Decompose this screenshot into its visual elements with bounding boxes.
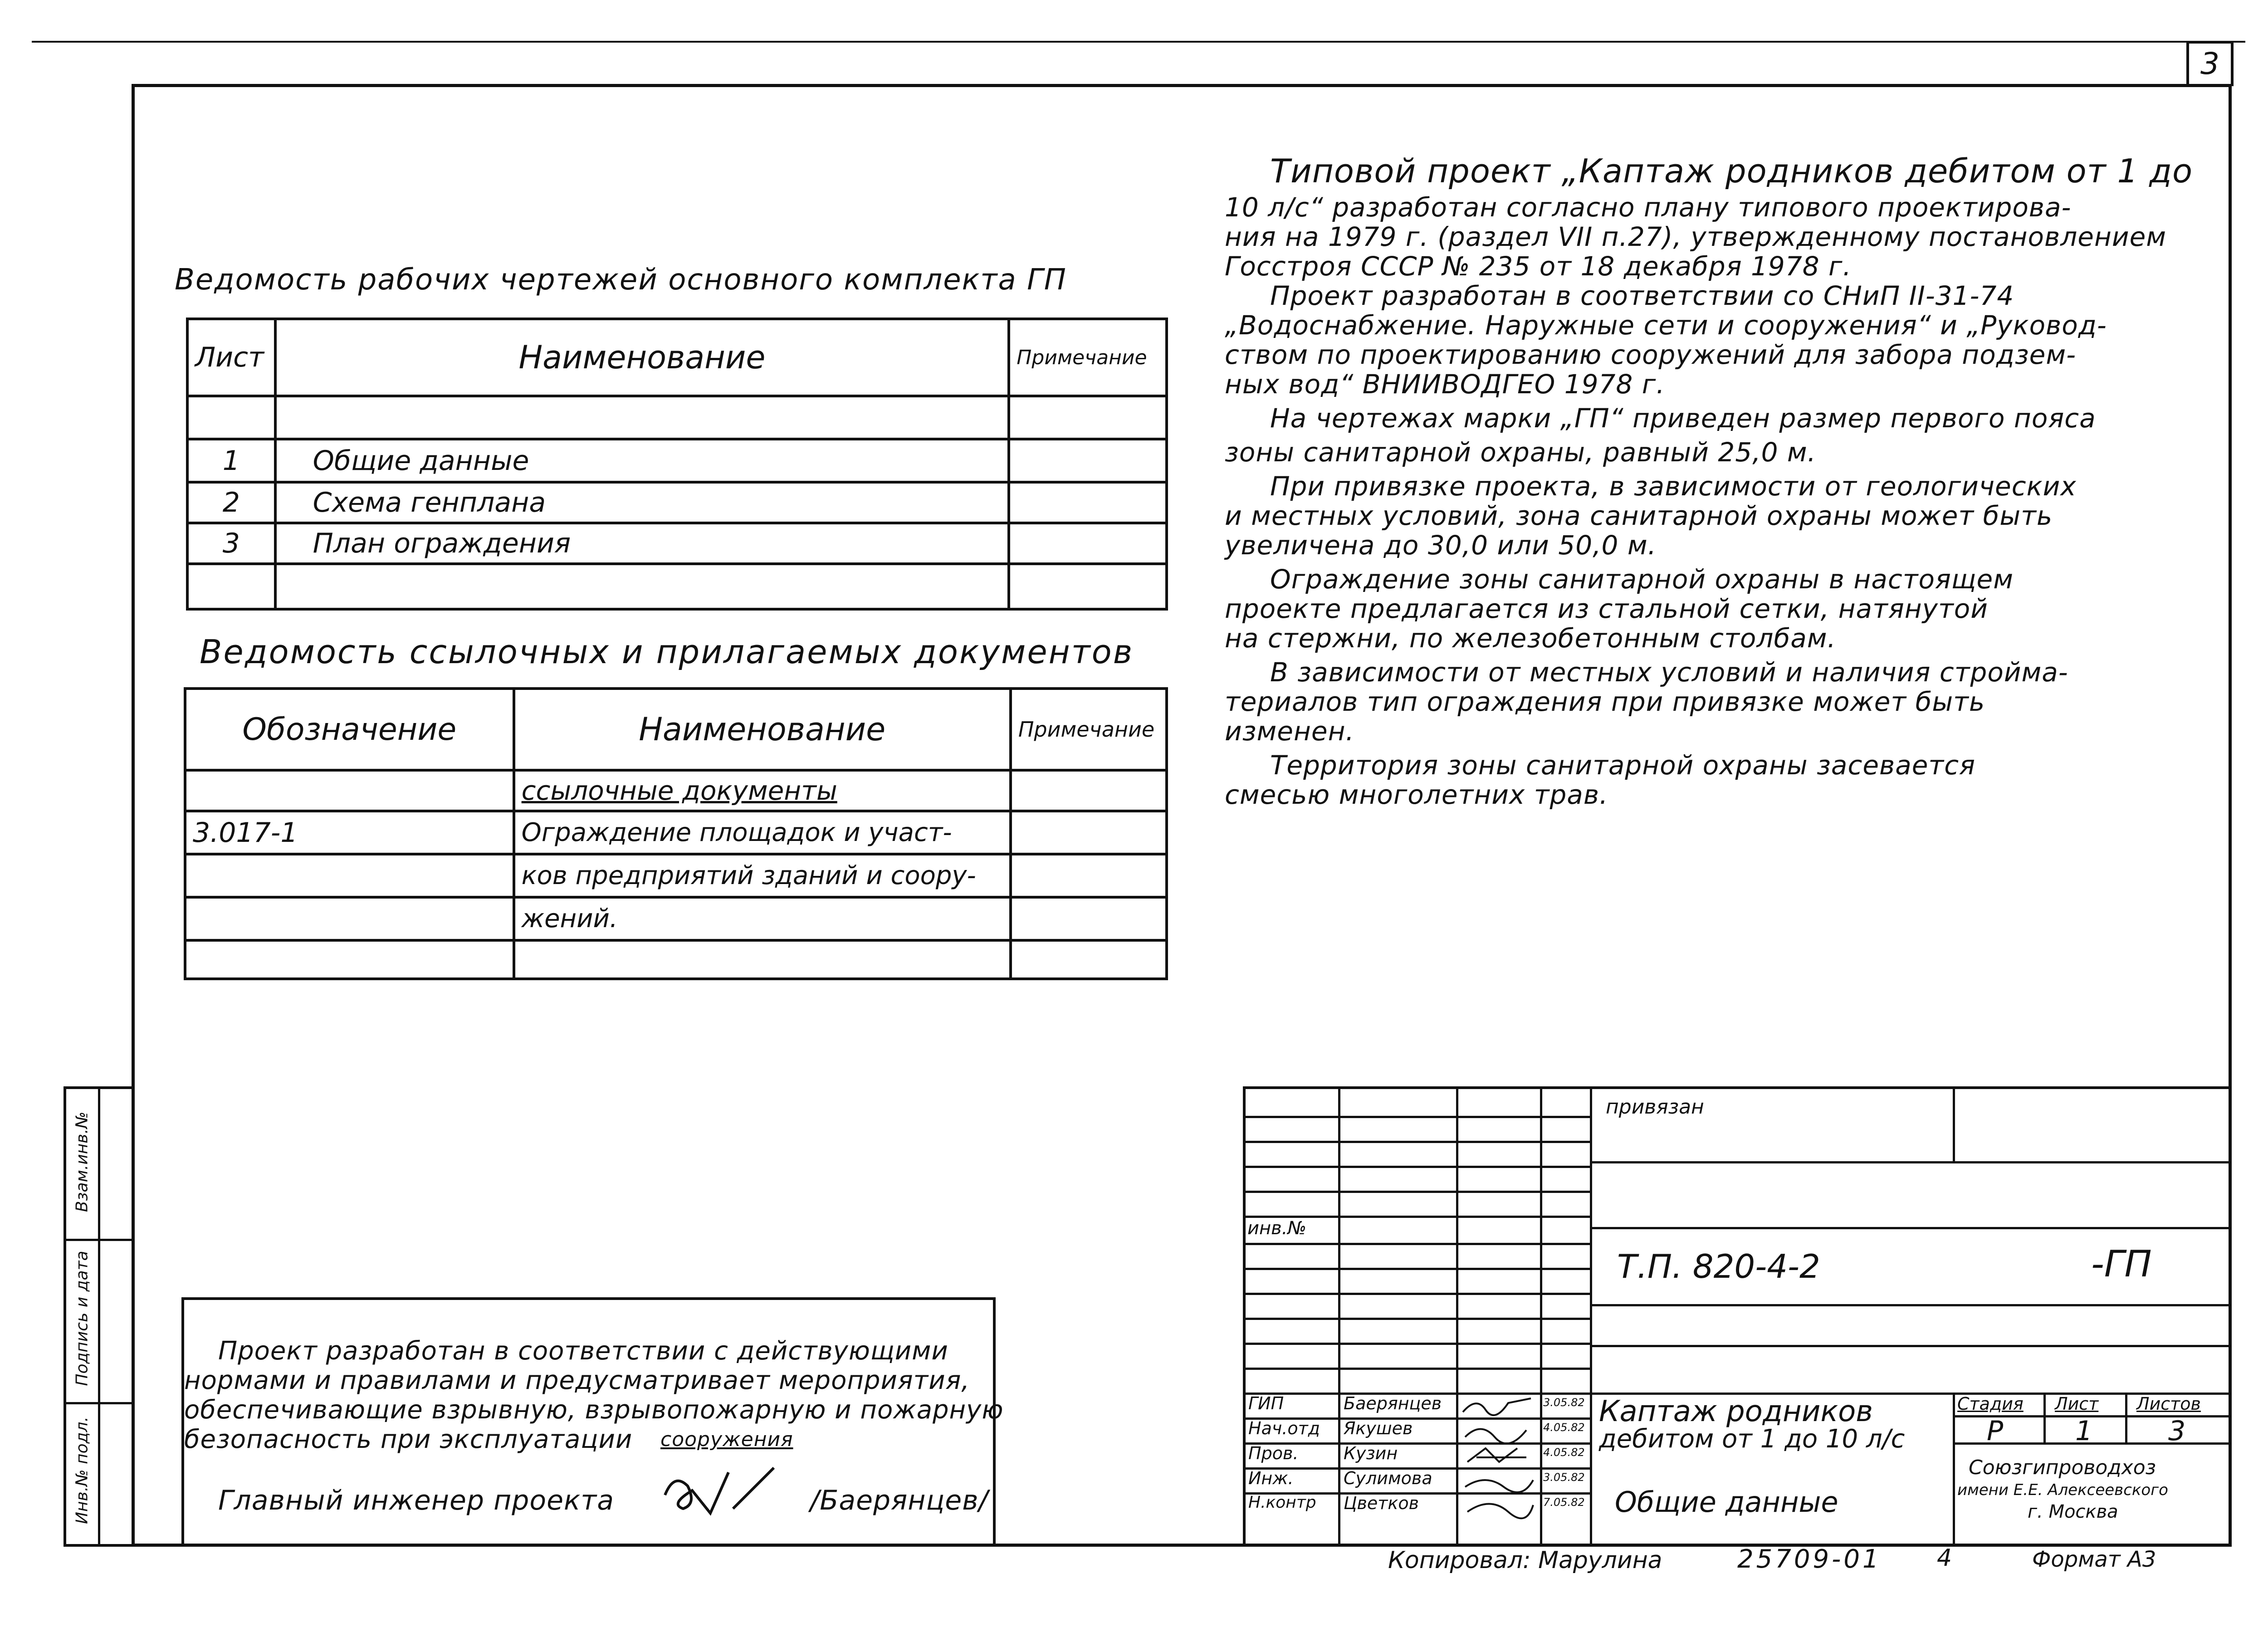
person-name: Якушев xyxy=(1344,1418,1413,1438)
paper-format: Формат А3 xyxy=(2032,1547,2156,1572)
trim-line-top xyxy=(32,41,2245,43)
organization-name: Союзгипроводхоз xyxy=(1969,1456,2156,1479)
role-label: Инж. xyxy=(1248,1468,1294,1488)
person-name: Сулимова xyxy=(1344,1468,1432,1488)
note-line: проекте предлагается из стальной сетки, натянутой xyxy=(1225,593,1988,624)
compliance-underlined: сооружения xyxy=(660,1428,793,1451)
signatures-icon xyxy=(1458,1394,1538,1544)
referenced-documents-table xyxy=(184,687,1168,980)
sheet-value: 1 xyxy=(2075,1415,2093,1447)
stage-header: Стадия xyxy=(1957,1394,2024,1414)
sign-date: 4.05.82 xyxy=(1543,1446,1585,1459)
side-label-signature-date: Подпись и дата xyxy=(73,1251,92,1386)
note-line: на стержни, по железобетонным столбам. xyxy=(1225,623,1836,654)
note-line: ством по проектированию сооружений для забора подзем- xyxy=(1225,339,2077,370)
sheet-header: Лист xyxy=(2055,1394,2099,1414)
side-stamp xyxy=(64,1086,132,1547)
note-line: 10 л/с“ разработан согласно плану типового проектирова- xyxy=(1225,192,2072,223)
role-label: Пров. xyxy=(1248,1443,1299,1463)
sign-date: 7.05.82 xyxy=(1543,1496,1585,1509)
compliance-line: безопасность при эксплуатации xyxy=(184,1425,633,1454)
table-row: жений. xyxy=(185,897,1167,940)
stage-value: Р xyxy=(1987,1415,2004,1447)
note-line: ния на 1979 г. (раздел VII п.27), утвержденному постановлением xyxy=(1225,221,2167,252)
organization-subname: имени Е.Е. Алексеевского xyxy=(1957,1481,2168,1499)
table-row: ков предприятий зданий и соору- xyxy=(185,854,1167,897)
note-line: изменен. xyxy=(1225,716,1354,747)
note-line: При привязке проекта, в зависимости от геологических xyxy=(1270,471,2077,502)
table-row xyxy=(187,564,1167,609)
document-code: Т.П. 820-4-2 xyxy=(1617,1247,1820,1285)
person-name: Кузин xyxy=(1344,1443,1398,1463)
title-block xyxy=(1243,1086,2232,1547)
sheet-title: Общие данные xyxy=(1615,1486,1838,1519)
note-line: Типовой проект „Каптаж родников дебитом от 1 до xyxy=(1270,152,2193,190)
note-line: Госстроя СССР № 235 от 18 декабря 1978 г. xyxy=(1225,251,1852,282)
chief-engineer-name: /Баерянцев/ xyxy=(810,1485,988,1516)
project-title-line1: Каптаж родников xyxy=(1599,1395,1873,1428)
sheets-value: 3 xyxy=(2168,1415,2186,1447)
table-row xyxy=(187,396,1167,439)
note-line: и местных условий, зона санитарной охраны может быть xyxy=(1225,500,2053,531)
note-line: зоны санитарной охраны, равный 25,0 м. xyxy=(1225,437,1817,468)
table-row: 3.017-1 Ограждение площадок и участ- xyxy=(185,811,1167,854)
note-line: На чертежах марки „ГП“ приведен размер первого пояса xyxy=(1270,403,2096,434)
table-row: ссылочные документы xyxy=(185,770,1167,811)
note-line: Ограждение зоны санитарной охраны в настоящем xyxy=(1270,564,2014,595)
person-name: Баерянцев xyxy=(1344,1393,1442,1413)
organization-city: г. Москва xyxy=(2028,1501,2118,1522)
sign-date: 3.05.82 xyxy=(1543,1471,1585,1484)
note-line: Территория зоны санитарной охраны засевается xyxy=(1270,750,1976,781)
col-header-note: Примечание xyxy=(1011,689,1167,770)
note-line: В зависимости от местных условий и наличия стройма- xyxy=(1270,657,2068,688)
col-header-name: Наименование xyxy=(275,319,1009,396)
compliance-line: обеспечивающие взрывную, взрывопожарную и пожарную xyxy=(184,1395,1004,1425)
note-line: териалов тип ограждения при привязке может быть xyxy=(1225,686,1985,717)
document-suffix: -ГП xyxy=(2091,1243,2152,1285)
role-label: Н.контр xyxy=(1248,1493,1316,1512)
table-row: 2 Схема генплана xyxy=(187,482,1167,523)
page-number: 3 xyxy=(2186,41,2234,86)
note-line: увеличена до 30,0 или 50,0 м. xyxy=(1225,530,1657,561)
chief-engineer-label: Главный инженер проекта xyxy=(218,1485,614,1516)
compliance-line: Проект разработан в соответствии с действующими xyxy=(218,1336,948,1366)
table-row xyxy=(185,940,1167,979)
project-title-line2: дебитом от 1 до 10 л/с xyxy=(1599,1424,1905,1454)
sign-date: 4.05.82 xyxy=(1543,1421,1585,1434)
table-row: 1 Общие данные xyxy=(187,439,1167,482)
footer-number: 4 xyxy=(1937,1544,1952,1572)
role-label: Нач.отд xyxy=(1248,1418,1320,1438)
person-name: Цветков xyxy=(1344,1493,1419,1513)
col-header-designation: Обозначение xyxy=(185,689,514,770)
col-header-sheet: Лист xyxy=(187,319,275,396)
col-header-note: Примечание xyxy=(1009,319,1167,396)
note-line: „Водоснабжение. Наружные сети и сооружения“ и „Руковод- xyxy=(1225,310,2107,341)
sign-date: 3.05.82 xyxy=(1543,1396,1585,1409)
side-label-inv-podl: Инв.№ подл. xyxy=(73,1417,92,1524)
list1-title: Ведомость рабочих чертежей основного комплекта ГП xyxy=(175,263,1067,297)
note-line: Проект разработан в соответствии со СНиП II-31-74 xyxy=(1270,280,2014,311)
order-number: 25709-01 xyxy=(1737,1544,1882,1574)
compliance-box xyxy=(181,1297,1004,1547)
working-drawings-table xyxy=(186,318,1168,611)
list2-title: Ведомость ссылочных и прилагаемых документов xyxy=(200,633,1134,671)
role-label: ГИП xyxy=(1248,1393,1284,1413)
note-line: смесью многолетних трав. xyxy=(1225,779,1608,810)
inv-number-label: инв.№ xyxy=(1247,1218,1307,1239)
copied-by: Копировал: Марулина xyxy=(1388,1547,1662,1574)
compliance-line: нормами и правилами и предусматривает мероприятия, xyxy=(184,1366,970,1395)
table-row: 3 План ограждения xyxy=(187,523,1167,564)
side-label-replaced-inv: Взам.инв.№ xyxy=(73,1111,92,1212)
col-header-name: Наименование xyxy=(514,689,1011,770)
sheets-header: Листов xyxy=(2136,1394,2201,1414)
privyazan-label: привязан xyxy=(1606,1095,1704,1119)
signature-icon xyxy=(656,1463,792,1527)
note-line: ных вод“ ВНИИВОДГЕО 1978 г. xyxy=(1225,369,1665,400)
